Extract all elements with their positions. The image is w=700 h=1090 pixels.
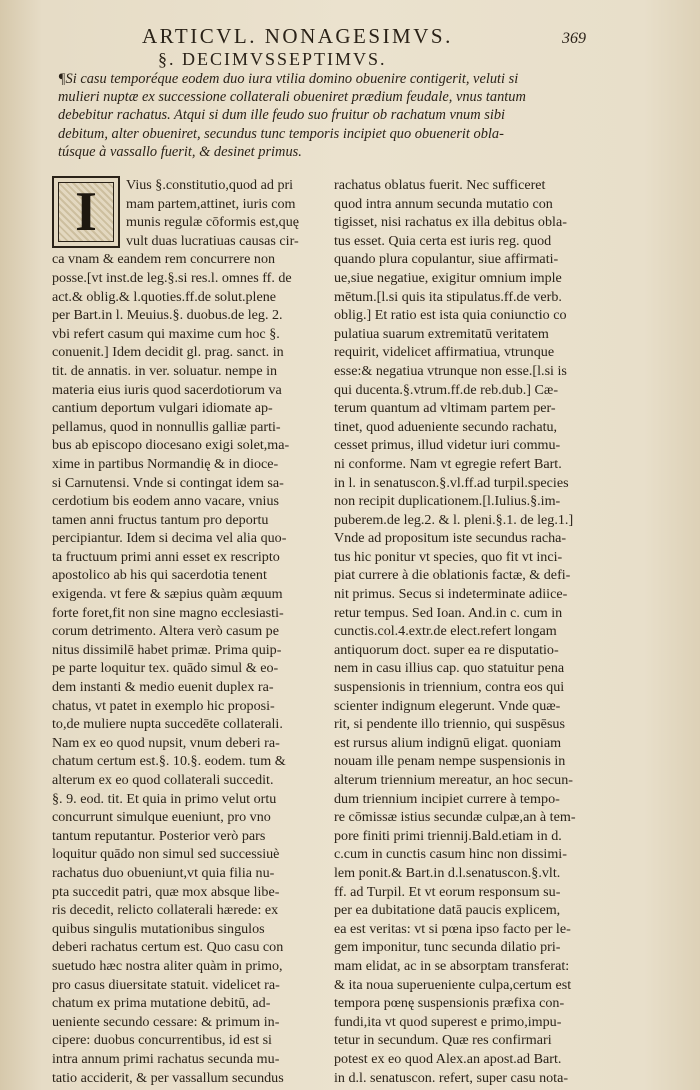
text-line: & ita noua superueniente culpa,certum est [334,976,572,993]
text-line: chatus, vt patet in exemplo hic proposi- [52,697,275,714]
text-line: to,de muliere nupta succedēte collaterali. [52,716,283,733]
text-line: nouam ille penam nempe suspensionis in [334,753,566,770]
text-line: conuenit.] Idem decidit gl. prag. sanct. in [52,344,284,361]
intro-paragraph [58,70,598,161]
text-line: alterum ex eo quod collaterali succedit. [52,772,274,788]
text-line: xime in partibus Normandię & in dioce- [52,455,279,472]
text-line: munis regulæ cōformis est,quę [126,214,300,231]
text-line: per Bart.in l. Meuius.§. duobus.de leg. 2. [52,307,283,324]
text-line: chatum certum est.§. 10.§. eodem. tum & [52,753,286,770]
text-line: scienter indignum elegerunt. Vnde quæ- [334,697,561,714]
text-line: pe parte loquitur tex. quādo simul & eo- [52,660,279,677]
text-line: quibus singulis mutationibus singulos [52,920,265,937]
text-line: nitus dissimilē habet primæ. Prima quip- [52,641,282,658]
text-line: ea est veritas: vt si pœna ipso facto per le- [334,920,571,937]
text-line: fundi,ita vt quod superest e primo,impu- [334,1013,562,1030]
text-line: quando plura copulantur, siue affirmati- [334,251,559,268]
intro-line: ¶Si casu temporéque eodem duo iura vtilia domino obuenire contigerit, veluti si [58,71,519,87]
text-line: lem ponit.& Bart.in d.l.senatuscon.§.vlt. [334,864,561,881]
text-line: tit. de annatis. in ver. soluatur. nempe in [52,362,278,379]
text-line: chatum ex prima mutatione debitū, ad- [52,995,271,1012]
text-line: ca vnam & eandem rem concurrere non [52,251,276,268]
text-line: pro casus diuersitate statuit. videlicet ra- [52,976,280,993]
text-line: corum detrimento. Altera verò casum pe [52,623,279,640]
text-line: ff. ad Turpil. Et vt eorum responsum su- [334,883,561,900]
text-line: gem imponitur, tunc secunda dilatio pri- [334,939,561,956]
initial-letter: I [75,181,97,243]
text-line: si Carnutensi. Vnde si contingat idem sa- [52,474,284,491]
text-line: ris decedit, relicto collaterali hærede: ex [52,902,279,919]
text-line: mam partem,attinet, iuris com [126,195,296,212]
text-line: piat currere à die oblationis factæ, & defi- [334,567,571,584]
right-column [334,176,596,1087]
text-line: tinet, quod adueniente secundo rachatu, [334,418,558,435]
section-heading: §. DECIMVSSEPTIMVS. [158,49,387,69]
text-line: oblig.] Et ratio est ista quia coniunctio co [334,307,567,324]
text-line: tatio acciderit, & per vassallum secundus [52,1069,284,1086]
intro-line: túsque à vassallo fuerit, & desinet primus. [58,143,302,160]
text-line: per ea dubitatione datā paucis explicem, [334,902,561,919]
text-line: vult duas lucratiuas causas cir- [126,232,299,249]
text-line: vbi refert casum qui maxime cum hoc §. [52,325,280,342]
text-line: retur tempus. Sed Ioan. And.in c. cum in [334,604,563,621]
text-line: concurrunt simulque eueniunt, pro vno [52,809,271,826]
text-line: posse.[vt inst.de leg.§.si res.l. omnes ff. de [52,269,292,286]
text-line: intra annum primi rachatus secunda mu- [52,1050,280,1067]
text-line: ueniente secundo cessare: & primum in- [52,1013,280,1030]
text-line: dum triennium incipiet currere à tempo- [334,790,560,807]
text-line: potest ex eo quod Alex.an apost.ad Bart. [334,1050,562,1067]
text-line: rachatus oblatus fuerit. Nec sufficeret [334,177,546,193]
text-line: re cōmissæ istius secundæ culpæ,an à tem- [334,809,576,826]
text-line: loquitur quādo non simul sed successiuè [52,846,280,863]
text-line: Nam ex eo quod nupsit, vnum deberi ra- [52,734,280,751]
left-column [52,176,314,1087]
text-line: quod intra annum secunda mutatio con [334,195,553,212]
text-line: cantium deportum vulgari idiomate ap- [52,400,273,417]
text-line: Vius §.constitutio,quod ad pri [126,177,294,193]
text-line: terum quantum ad vltimam partem per- [334,400,556,417]
text-line: suetudo hæc nostra aliter quàm in primo, [52,957,283,974]
text-line: mam elidat, ac in se absorptam transferat: [334,957,570,974]
text-line: qui ducenta.§.vtrum.ff.de reb.dub.] Cæ- [334,381,559,398]
text-line: est rursus alium indignū eligat. quoniam [334,734,562,751]
text-line: pellamus, quod in nonnullis galliæ parti- [52,418,281,435]
text-line: §. 9. eod. tit. Et quia in primo velut ortu [52,790,277,807]
text-line: cunctis.col.4.extr.de elect.refert longam [334,623,557,640]
text-line: tus esset. Quia certa est iuris reg. quod [334,232,552,249]
text-line: forte foret,fit non sine magno ecclesiasti- [52,604,284,621]
text-line: alterum triennium mereatur, an hoc secun- [334,772,573,788]
text-line: in d.l. senatuscon. refert, super casu nota- [334,1069,569,1086]
intro-line: debebitur rachatus. Atqui si dum ille feudo suo fruitur ob rachatum vnum sibi [58,107,506,124]
text-line: bus ab episcopo diocesano exigi solet,ma- [52,437,290,454]
text-line: tempora pœnę suspensionis præfixa con- [334,995,565,1012]
text-line: percipiantur. Idem si decima vel alia quo- [52,530,287,547]
text-line: pore finiti primi triennij.Bald.etiam in d. [334,827,562,844]
text-line: puberem.de leg.2. & l. pleni.§.1. de leg.1.] [334,511,574,528]
text-line: ue,siue negatiue, exigitur omnium imple [334,269,562,286]
text-line: tantum reputantur. Posterior verò pars [52,827,266,844]
text-line: cesset primus, illud videtur iuri commu- [334,437,561,454]
intro-line: mulieri nuptæ ex successione collaterali obueniret prædium feudale, vnus tantum [58,89,526,106]
page-header [0,22,700,52]
text-line: pulatiua suarum extremitatū veritatem [334,325,549,342]
text-line: ta fructuum primi anni esset ex rescripto [52,548,280,565]
text-line: antiquorum doct. super ea re disputatio- [334,641,559,658]
text-line: Vnde ad propositum iste secundus racha- [334,530,567,547]
text-line: tamen anni fructus tantum pro deportu [52,511,269,528]
text-line: cerdotium bis eodem anno vacare, vnius [52,493,279,510]
text-line: requirit, videlicet affirmatiua, vtrunque [334,344,555,361]
text-line: tus hic ponitur vt species, quo fit vt inci- [334,548,563,565]
text-line: rit, si pendente illo triennio, qui suspēsus [334,716,565,733]
running-title: ARTICVL. NONAGESIMVS. [142,24,453,48]
page-number: 369 [562,30,586,47]
text-line: esse:& negatiua vtrunque non esse.[l.si is [334,362,567,379]
text-line: cipere: duobus concurrentibus, id est si [52,1032,272,1049]
text-line: tetur in secundum. Quæ res confirmari [334,1032,552,1049]
text-line: c.cum in cunctis casum hinc non dissimi- [334,846,567,863]
intro-line: debitum, alter obueniret, secundus tunc temporis incipiet quo obuenerit obla- [58,125,504,142]
text-line: deberi rachatus certum est. Quo casu con [52,939,284,956]
text-line: nem in casu illius cap. quo statuitur pena [334,660,565,677]
text-line: tigisset, nisi rachatus ex illa debitus obla- [334,214,567,231]
text-line: rachatus duo obueniunt,vt quia filia nu- [52,864,275,881]
text-line: apostolico ab his qui sacerdotia tenent [52,567,267,584]
text-line: exigenda. vt fere & sæpius quàm æquum [52,586,283,603]
text-line: materia eius iuris quod sacerdotiorum va [52,381,282,398]
text-line: ni conforme. Nam vt egregie refert Bart. [334,455,562,472]
text-line: mētum.[l.si quis ita stipulatus.ff.de verb. [334,288,562,305]
text-line: non recipit duplicationem.[l.Iulius.§.im- [334,493,561,510]
text-line: suspensionis in triennium, contra eos qui [334,679,565,696]
text-line: dem instanti & medio euenit duplex ra- [52,679,274,696]
text-line: pta succedit patri, quæ mox absque libe- [52,883,280,900]
text-line: nit primus. Secus si indeterminate adiice- [334,586,568,603]
text-line: in l. in senatuscon.§.vl.ff.ad turpil.species [334,474,569,491]
text-line: act.& oblig.& l.quoties.ff.de solut.plene [52,288,277,305]
